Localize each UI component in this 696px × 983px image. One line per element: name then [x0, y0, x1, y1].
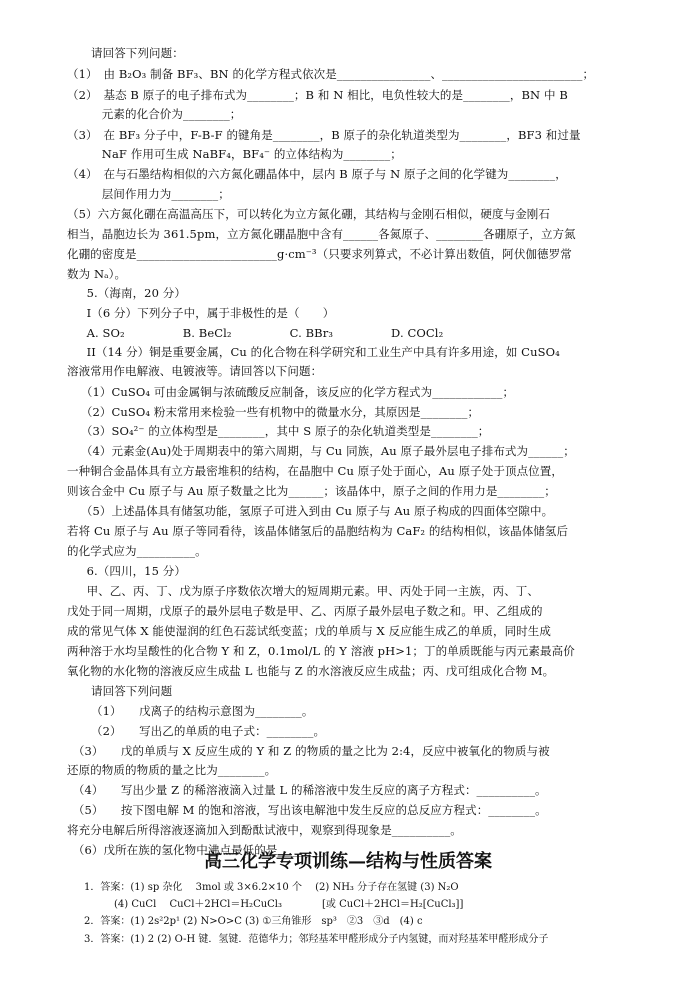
- text-line: I（6 分）下列分子中，属于非极性的是（ ）: [75, 306, 335, 320]
- text-line: （4） 写出少量 Z 的稀溶液滴入过量 L 的稀溶液中发生反应的离子方程式：__________。: [67, 783, 547, 797]
- text-line: 溶液常用作电解液、电镀液等。请回答以下问题：: [67, 364, 323, 378]
- text-line: II（14 分）铜是重要金属，Cu 的化合物在科学研究和工业生产中具有许多用途，如 CuSO₄: [75, 345, 560, 359]
- text-line: 相当，晶胞边长为 361.5pm，立方氮化硼晶胞中含有______各氮原子、________各硼原子，立方氮: [67, 227, 576, 241]
- text-line: （2）CuSO₄ 粉末常用来检验一些有机物中的微量水分，其原因是________；: [75, 405, 480, 419]
- text-line: 还原的物质的物质的量之比为________。: [67, 763, 277, 777]
- text-line: （2） 基态 B 原子的电子排布式为________；B 和 N 相比，电负性较大的是________，BN 中 B: [67, 88, 568, 102]
- text-line: 甲、乙、丙、丁、戊为原子序数依次增大的短周期元素。甲、丙处于同一主族，丙、丁、: [75, 584, 539, 598]
- text-line: （1） 戊离子的结构示意图为________。: [91, 704, 314, 718]
- answer-line: 3．答案：(1) 2 (2) O-H 键．氢键．范德华力；邻羟基苯甲醛形成分子内氢键，而对羟基苯甲醛形成分子: [84, 934, 549, 945]
- text-line: （5） 按下图电解 M 的饱和溶液，写出该电解池中发生反应的总反应方程式：________。: [67, 803, 547, 817]
- text-line: （4）元素金(Au)处于周期表中的第六周期，与 Cu 同族，Au 原子最外层电子排布式为______；: [75, 444, 575, 458]
- text-line: 一种铜合金晶体具有立方最密堆积的结构，在晶胞中 Cu 原子处于面心，Au 原子处于顶点位置，: [67, 464, 563, 478]
- text-line: 数为 Nₐ）。: [67, 267, 127, 281]
- text-line: 化硼的密度是________________________g·cm⁻³（只要求列算式，不必计算出数值，阿伏伽德罗常: [67, 247, 572, 261]
- text-line: 元素的化合价为________；: [67, 107, 242, 121]
- text-line: 戊处于同一周期，戊原子的最外层电子数是甲、乙、丙原子最外层电子数之和。甲、乙组成的: [67, 604, 543, 618]
- text-line: 请回答下列问题：: [91, 46, 184, 60]
- text-line: （3）SO₄²⁻ 的立体构型是________，其中 S 原子的杂化轨道类型是________；: [75, 424, 490, 438]
- text-line: 6.（四川，15 分）: [75, 564, 186, 578]
- text-line: 层间作用力为________；: [67, 187, 230, 201]
- text-line: （6）戊所在族的氢化物中沸点最低的是________。: [67, 843, 336, 857]
- text-line: （2） 写出乙的单质的电子式：________。: [91, 724, 326, 738]
- answer-line: (4) CuCl CuCl＋2HCl＝H₂CuCl₃ [或 CuCl＋2HCl＝H₂[CuCl₃]]: [114, 899, 464, 910]
- text-line: 成的常见气体 X 能使湿润的红色石蕊试纸变蓝；戊的单质与 X 反应能生成乙的单质，同时生成: [67, 624, 551, 638]
- text-line: （5）上述晶体具有储氢功能，氢原子可进入到由 Cu 原子与 Au 原子构成的四面体空隙中。: [75, 504, 554, 518]
- answer-line: 2．答案：(1) 2s²2p¹ (2) N>O>C (3) ①三角锥形 sp³ ②3 ③d (4) c: [84, 916, 423, 927]
- text-line: （4） 在与石墨结构相似的六方氮化硼晶体中，层内 B 原子与 N 原子之间的化学键为________，: [67, 167, 567, 181]
- text-line: （3） 在 BF₃ 分子中，F-B-F 的键角是________，B 原子的杂化轨道类型为________，BF3 和过量: [67, 128, 581, 142]
- text-line: NaF 作用可生成 NaBF₄，BF₄⁻ 的立体结构为________；: [67, 147, 402, 161]
- text-line: （1）CuSO₄ 可由金属铜与浓硫酸反应制备，该反应的化学方程式为____________；: [75, 385, 515, 399]
- text-line: 则该合金中 Cu 原子与 Au 原子数量之比为______；该晶体中，原子之间的作用力是________；: [67, 484, 556, 498]
- text-line: 若将 Cu 原子与 Au 原子等同看待，该晶体储氢后的晶胞结构为 CaF₂ 的结构相似，该晶体储氢后: [67, 524, 569, 538]
- text-line: 请回答下列问题: [91, 684, 173, 698]
- text-line: 的化学式应为__________。: [67, 544, 207, 558]
- text-line: 5.（海南，20 分）: [75, 286, 186, 300]
- text-line: 氧化物的水化物的溶液反应生成盐 L 也能与 Z 的水溶液反应生成盐；丙、戊可组成化合物 M。: [67, 664, 555, 678]
- text-line: （1） 由 B₂O₃ 制备 BF₃、BN 的化学方程式依次是________________、________________________；: [67, 67, 595, 81]
- text-line: （3） 戊的单质与 X 反应生成的 Y 和 Z 的物质的量之比为 2:4，反应中被氧化的物质与被: [67, 744, 550, 758]
- answer-line: 1．答案：(1) sp 杂化 3mol 或 3×6.2×10 个 (2) NH₃ 分子存在氢键 (3) N₂O: [84, 882, 459, 893]
- answer-section-title: 高三化学专项训练—结构与性质答案: [204, 851, 492, 872]
- text-line: 两种溶于水均呈酸性的化合物 Y 和 Z，0.1mol/L 的 Y 溶液 pH>1；丁的单质既能与丙元素最高价: [67, 644, 575, 658]
- text-line: （5）六方氮化硼在高温高压下，可以转化为立方氮化硼，其结构与金刚石相似，硬度与金刚石: [67, 207, 551, 221]
- text-line: A. SO₂ B. BeCl₂ C. BBr₃ D. COCl₂: [75, 326, 444, 340]
- text-line: 将充分电解后所得溶液逐滴加入到酚酞试液中，观察到得现象是__________。: [67, 823, 462, 837]
